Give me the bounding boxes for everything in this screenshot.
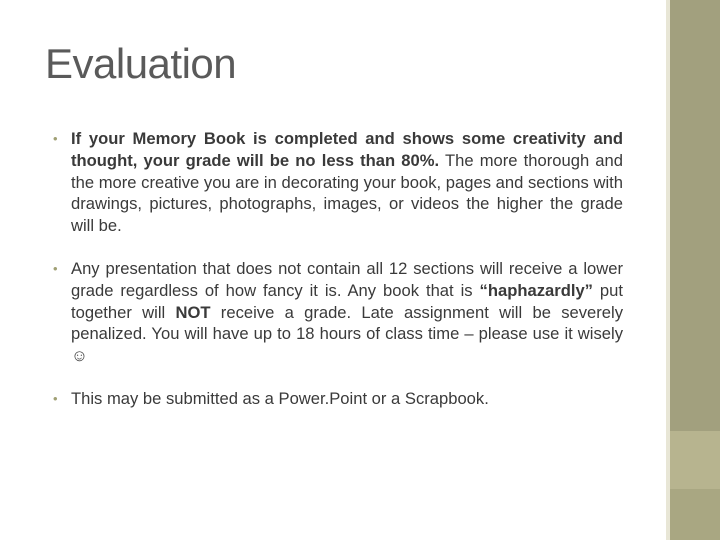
bullet-text: receive a grade. Late assignment will be severely penalized. You will have up to 18 hours of class time – please use it wisely☺ xyxy=(71,302,623,366)
bullet-item-format xyxy=(53,388,623,410)
bullet-text: put together will xyxy=(71,280,623,322)
bullet-list xyxy=(53,128,623,410)
sidebar-edge-line xyxy=(666,0,670,540)
slide-title: Evaluation xyxy=(45,40,237,87)
decorative-sidebar xyxy=(666,0,720,540)
bullet-not-text: NOT xyxy=(175,302,211,322)
bullet-text: Any presentation that does not contain all 12 sections will receive a lower grade regardless of how fancy it is. Any book that is xyxy=(71,258,623,300)
bullet-text: The more thorough and the more creative you are in decorating your book, pages and sections with drawings, pictures, photographs, images, or videos the higher the grade will be. xyxy=(71,150,623,236)
bullet-quoted-text: “haphazardly” xyxy=(479,280,593,300)
bullet-text: This may be submitted as a Power.Point or a Scrapbook. xyxy=(71,388,489,408)
sidebar-block-middle xyxy=(666,431,720,489)
sidebar-block-bottom xyxy=(666,489,720,540)
bullet-item-grade xyxy=(53,128,623,237)
bullet-bold-text: If your Memory Book is completed and shows some creativity and thought, your grade will be no less than 80%. xyxy=(71,129,623,170)
sidebar-block-top xyxy=(666,0,720,431)
bullet-item-sections xyxy=(53,258,623,367)
